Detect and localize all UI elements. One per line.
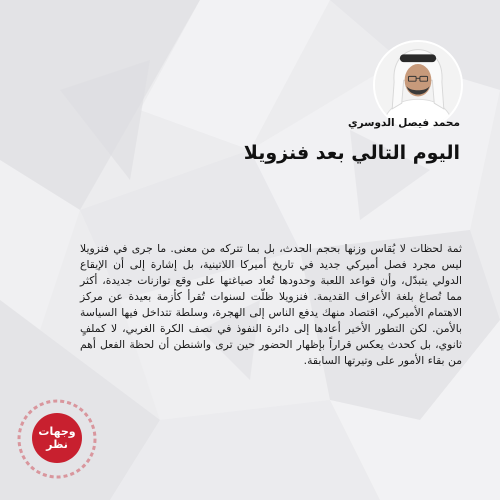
- section-badge: [32, 413, 82, 463]
- author-name: محمد فيصل الدوسري: [348, 117, 460, 129]
- badge-line-1: وجهات: [38, 425, 76, 438]
- article-body: ثمة لحظات لا يُقاس وزنها بحجم الحدث، بل بما تتركه من معنى. ما جرى في فنزويلا ليس مجرد فصل أميركي جديد في تاريخ أميركا اللاتينية، بل إشارة إلى أن الإيقاع الدولي يتبدّل، وأن قواعد اللعبة وحدودها تُعاد صياغتها على وقع توازنات جديدة، أكثر مما تُصاغ بلغة الأعراف القديمة. فنزويلا ظلّت لسنوات تُقرأ كأزمة بعيدة عن مركز الاهتمام الأميركي، اقتصاد منهك يدفع الناس إلى الهجرة، وسلطة تتداخل فيها السياسة بالأمن. لكن التطور الأخير أعادها إلى دائرة النفوذ في نصف الكرة الغربي، لا كملفٍ ثانوي، بل كحدث يعكس قراراً بإظهار الحضور حين ترى واشنطن أن لحظة الفعل أهم من بقاء الأمور على وتيرتها السابقة.: [80, 242, 462, 367]
- badge-line-2: نظر: [46, 438, 68, 451]
- article-title: اليوم التالي بعد فنزويلا: [243, 142, 460, 164]
